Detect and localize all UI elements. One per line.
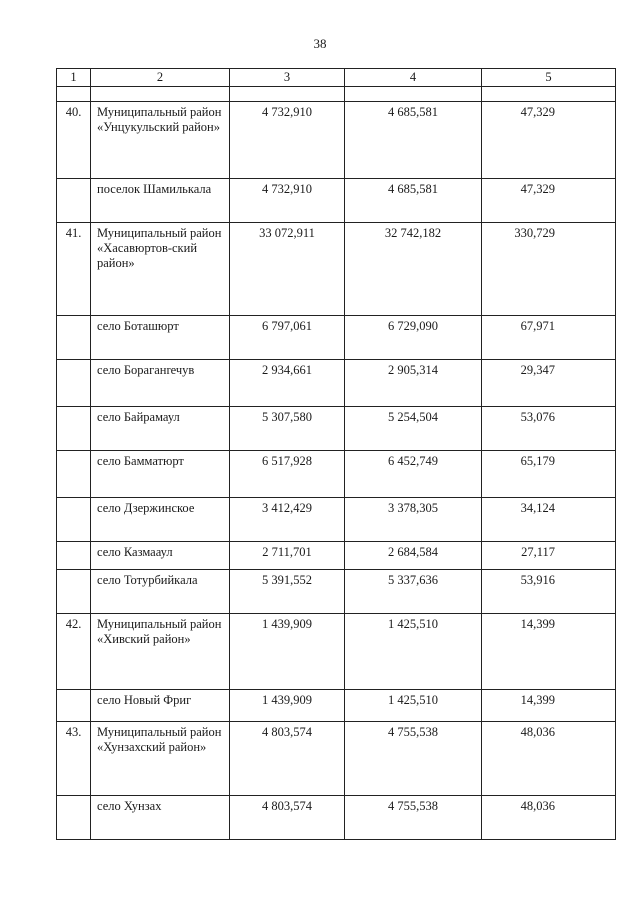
row-value-col3: 1 439,909 bbox=[230, 614, 345, 690]
row-number bbox=[57, 360, 91, 407]
row-value-col4: 2 684,584 bbox=[345, 542, 482, 570]
table-row bbox=[57, 570, 616, 614]
row-value-col4: 5 254,504 bbox=[345, 407, 482, 451]
row-name: село Тотурбийкала bbox=[91, 570, 230, 614]
column-header-1: 1 bbox=[57, 69, 91, 87]
table-row bbox=[57, 542, 616, 570]
row-value-col3: 6 797,061 bbox=[230, 316, 345, 360]
row-number bbox=[57, 542, 91, 570]
column-header-5: 5 bbox=[482, 69, 616, 87]
row-number: 40. bbox=[57, 102, 91, 179]
row-name: Муниципальный район «Хунзахский район» bbox=[91, 722, 230, 796]
table-row bbox=[57, 614, 616, 690]
row-value-col4: 2 905,314 bbox=[345, 360, 482, 407]
row-number bbox=[57, 316, 91, 360]
row-value-col3: 4 732,910 bbox=[230, 179, 345, 223]
row-value-col4: 5 337,636 bbox=[345, 570, 482, 614]
row-value-col5: 14,399 bbox=[482, 614, 616, 690]
row-value-col5: 48,036 bbox=[482, 722, 616, 796]
row-value-col3: 2 711,701 bbox=[230, 542, 345, 570]
row-name: село Дзержинское bbox=[91, 498, 230, 542]
table-spacer-row bbox=[57, 87, 616, 102]
budget-table bbox=[56, 68, 616, 840]
row-value-col4: 1 425,510 bbox=[345, 614, 482, 690]
row-value-col5: 47,329 bbox=[482, 102, 616, 179]
column-header-3: 3 bbox=[230, 69, 345, 87]
row-value-col5: 53,076 bbox=[482, 407, 616, 451]
row-name: Муниципальный район «Хивский район» bbox=[91, 614, 230, 690]
row-value-col3: 4 803,574 bbox=[230, 796, 345, 840]
table-row bbox=[57, 722, 616, 796]
row-number: 43. bbox=[57, 722, 91, 796]
row-name: село Хунзах bbox=[91, 796, 230, 840]
row-value-col4: 6 452,749 bbox=[345, 451, 482, 498]
row-number bbox=[57, 179, 91, 223]
row-number bbox=[57, 796, 91, 840]
row-value-col3: 3 412,429 bbox=[230, 498, 345, 542]
row-value-col5: 65,179 bbox=[482, 451, 616, 498]
table-row bbox=[57, 102, 616, 179]
row-name: село Новый Фриг bbox=[91, 690, 230, 722]
row-number: 41. bbox=[57, 223, 91, 316]
row-value-col5: 67,971 bbox=[482, 316, 616, 360]
row-value-col5: 330,729 bbox=[482, 223, 616, 316]
table-row bbox=[57, 498, 616, 542]
row-name: село Байрамаул bbox=[91, 407, 230, 451]
column-header-4: 4 bbox=[345, 69, 482, 87]
row-number: 42. bbox=[57, 614, 91, 690]
table-row bbox=[57, 690, 616, 722]
row-number bbox=[57, 498, 91, 542]
row-value-col5: 14,399 bbox=[482, 690, 616, 722]
row-name: село Боташюрт bbox=[91, 316, 230, 360]
row-value-col5: 34,124 bbox=[482, 498, 616, 542]
row-value-col4: 4 685,581 bbox=[345, 102, 482, 179]
row-value-col3: 2 934,661 bbox=[230, 360, 345, 407]
row-value-col5: 29,347 bbox=[482, 360, 616, 407]
row-value-col4: 4 685,581 bbox=[345, 179, 482, 223]
row-value-col3: 6 517,928 bbox=[230, 451, 345, 498]
table-row bbox=[57, 179, 616, 223]
row-value-col3: 5 391,552 bbox=[230, 570, 345, 614]
row-name: село Бораганrечув bbox=[91, 360, 230, 407]
row-number bbox=[57, 407, 91, 451]
row-value-col3: 4 803,574 bbox=[230, 722, 345, 796]
row-name: Муниципальный район «Унцукульский район» bbox=[91, 102, 230, 179]
row-value-col4: 32 742,182 bbox=[345, 223, 482, 316]
table-row bbox=[57, 316, 616, 360]
row-value-col3: 4 732,910 bbox=[230, 102, 345, 179]
row-name: село Бамматюрт bbox=[91, 451, 230, 498]
table-row bbox=[57, 796, 616, 840]
row-value-col4: 4 755,538 bbox=[345, 722, 482, 796]
row-name: село Казмааул bbox=[91, 542, 230, 570]
row-value-col3: 1 439,909 bbox=[230, 690, 345, 722]
table-row bbox=[57, 407, 616, 451]
page-number: 38 bbox=[313, 36, 327, 51]
row-value-col3: 33 072,911 bbox=[230, 223, 345, 316]
row-value-col5: 47,329 bbox=[482, 179, 616, 223]
row-name: Муниципальный район «Хасавюртов-ский район» bbox=[91, 223, 230, 316]
row-name: поселок Шамилькала bbox=[91, 179, 230, 223]
row-value-col3: 5 307,580 bbox=[230, 407, 345, 451]
row-value-col4: 4 755,538 bbox=[345, 796, 482, 840]
row-number bbox=[57, 451, 91, 498]
column-header-2: 2 bbox=[91, 69, 230, 87]
row-number bbox=[57, 690, 91, 722]
table-header-row bbox=[57, 69, 616, 87]
row-number bbox=[57, 570, 91, 614]
row-value-col5: 48,036 bbox=[482, 796, 616, 840]
row-value-col5: 53,916 bbox=[482, 570, 616, 614]
table-row bbox=[57, 223, 616, 316]
row-value-col5: 27,117 bbox=[482, 542, 616, 570]
table-row bbox=[57, 360, 616, 407]
table-row bbox=[57, 451, 616, 498]
row-value-col4: 1 425,510 bbox=[345, 690, 482, 722]
row-value-col4: 6 729,090 bbox=[345, 316, 482, 360]
row-value-col4: 3 378,305 bbox=[345, 498, 482, 542]
